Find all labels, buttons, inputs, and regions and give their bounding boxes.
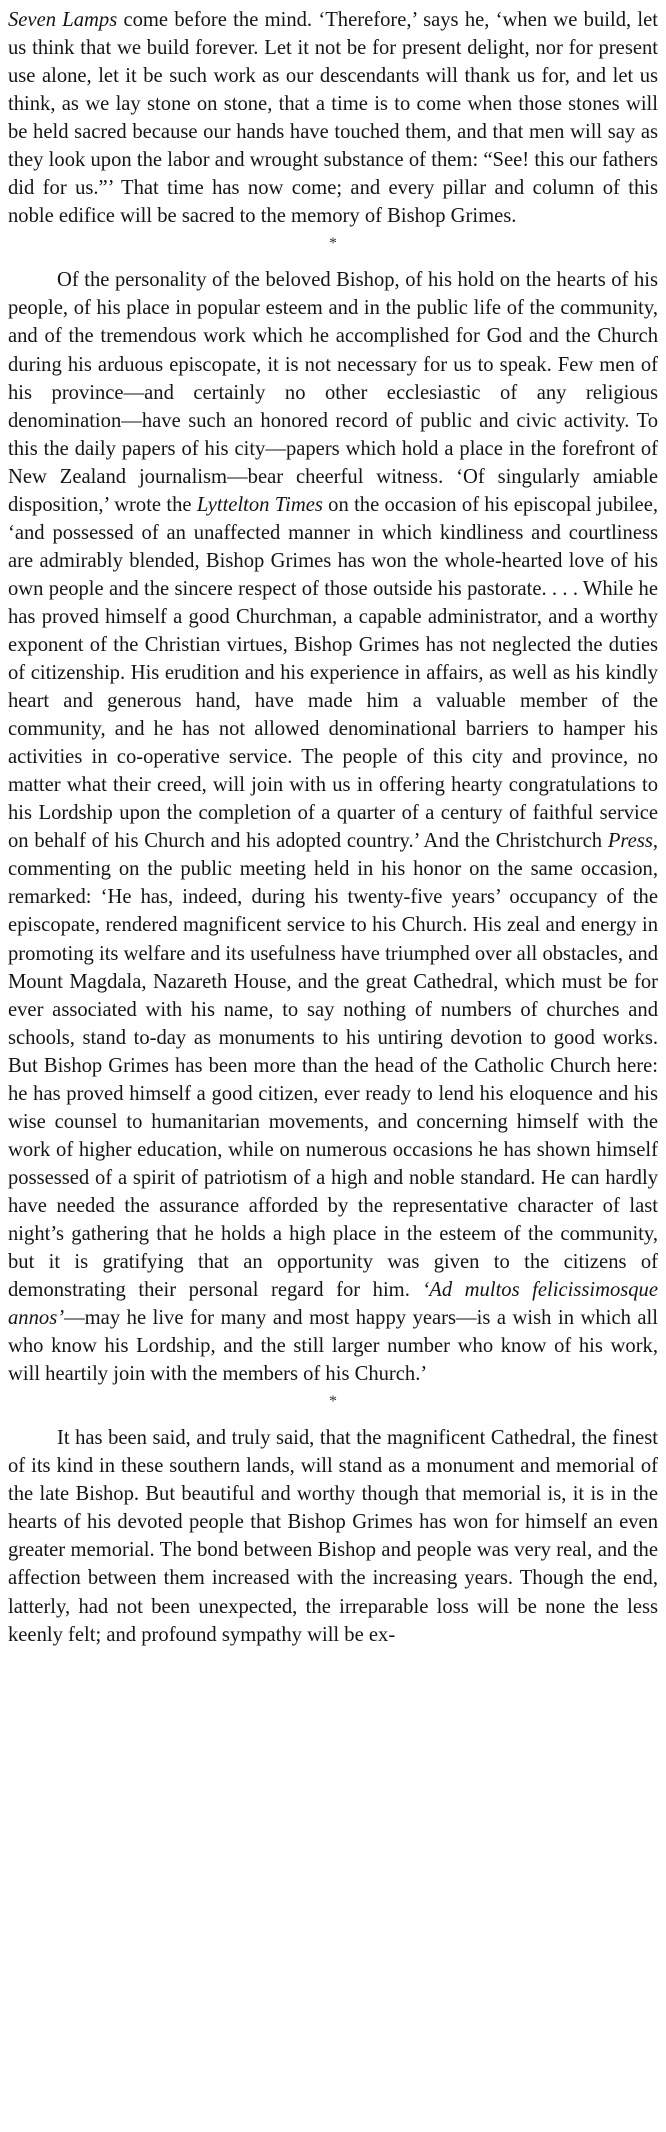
paragraph-text: on the occasion of his episcopal jubilee, ‘and possessed of an unaffected manner in which kindliness and courtliness are admirably blended, Bishop Grimes has won the whole-hearted love of his own people and the sincere respect of those outside his pastorate. . . . While he has proved himself a good Churchman, a capable administrator, and a worthy exponent of the Christian virtues, Bishop Grimes has not neglected the duties of citizenship. His erudition and his experience in affairs, as well as his kindly heart and generous hand, have made him a valuable member of the community, and he has not allowed denominational barriers to hamper his activities in co-operative service. The people of this city and province, no matter what their creed, will join with us in offering hearty congratulations to his Lordship upon the completion of a quarter of a century of faithful service on behalf of his Church and his adopted country.’ And the Christchurch — [8, 493, 658, 853]
paragraph-seven-lamps — [8, 6, 658, 230]
italic-book-title: Seven Lamps — [8, 9, 118, 31]
paragraph-text: —may he live for many and most happy years—is a wish in which all who know his Lordship, and the still larger number who know of his work, will heartily join with the members of his Church.’ — [8, 1307, 658, 1386]
paragraph-bishop-personality — [8, 266, 658, 1388]
paragraph-cathedral-memorial — [8, 1424, 658, 1648]
italic-newspaper-name: Lyttelton Times — [196, 493, 323, 516]
italic-newspaper-name: Press — [607, 830, 653, 853]
paragraph-text: come before the mind. ‘Therefore,’ says he, ‘when we build, let us think that we build forever. Let it not be for present delight, nor for present use alone, let it be such work as our descendants will thank us for, and let us think, as we lay stone on stone, that a time is to come when those stones will be held sacred because our hands have touched them, and that men will say as they look upon the labor and wrought substance of them: “See! this our fathers did for us.”’ That time has now come; and every pillar and column of this noble edifice will be sacred to the memory of Bishop Grimes. — [8, 9, 658, 228]
italic-latin-phrase: ‘Ad multos felicissimosque annos’ — [8, 1279, 658, 1330]
paragraph-text: Of the personality of the beloved Bishop, of his hold on the hearts of his people, of his place in popular esteem and in the public life of the community, and of the tremendous work which he accomplished for God and the Church during his arduous episcopate, it is not necessary for us to speak. Few men of his province—and certainly no other ecclesiastic of any religious denomination—have such an honored record of public and civic activity. To this the daily papers of his city—papers which hold a place in the forefront of New Zealand journalism—bear cheerful witness. ‘Of singularly amiable disposition,’ wrote the — [8, 269, 658, 516]
section-separator: * — [329, 235, 337, 253]
section-separator: * — [329, 1393, 337, 1411]
paragraph-text: It has been said, and truly said, that the magnificent Cathedral, the finest of its kind in these southern lands, will stand as a monument and memorial of the late Bishop. But beautiful and worthy though that memorial is, it is in the hearts of his devoted people that Bishop Grimes has won for himself an even greater memorial. The bond between Bishop and people was very real, and the affection between them increased with the increasing years. Though the end, latterly, had not been unexpected, the irreparable loss will be none the less keenly felt; and profound sympathy will be ex- — [8, 1427, 658, 1646]
paragraph-text: , commenting on the public meeting held in his honor on the same occasion, remarked: ‘He has, indeed, during his twenty-five years’ occupancy of the episcopate, rendered magnificent service to his Church. His zeal and energy in promoting its welfare and its usefulness have triumphed over all obstacles, and Mount Magdala, Nazareth House, and the great Cathedral, which must be for ever associated with his name, to say nothing of numbers of churches and schools, stand to-day as monuments to his untiring devotion to good works. But Bishop Grimes has been more than the head of the Catholic Church here: he has proved himself a good citizen, ever ready to lend his eloquence and his wise counsel to humanitarian movements, and concerning himself with the work of higher education, while on numerous occasions he has shown himself possessed of a spirit of patriotism of a high and noble standard. He can hardly have needed the assurance afforded by the representative character of last night’s gathering that he holds a high place in the esteem of the community, but it is gratifying that an opportunity was given to the citizens of demonstrating their personal regard for him. — [8, 830, 658, 1302]
